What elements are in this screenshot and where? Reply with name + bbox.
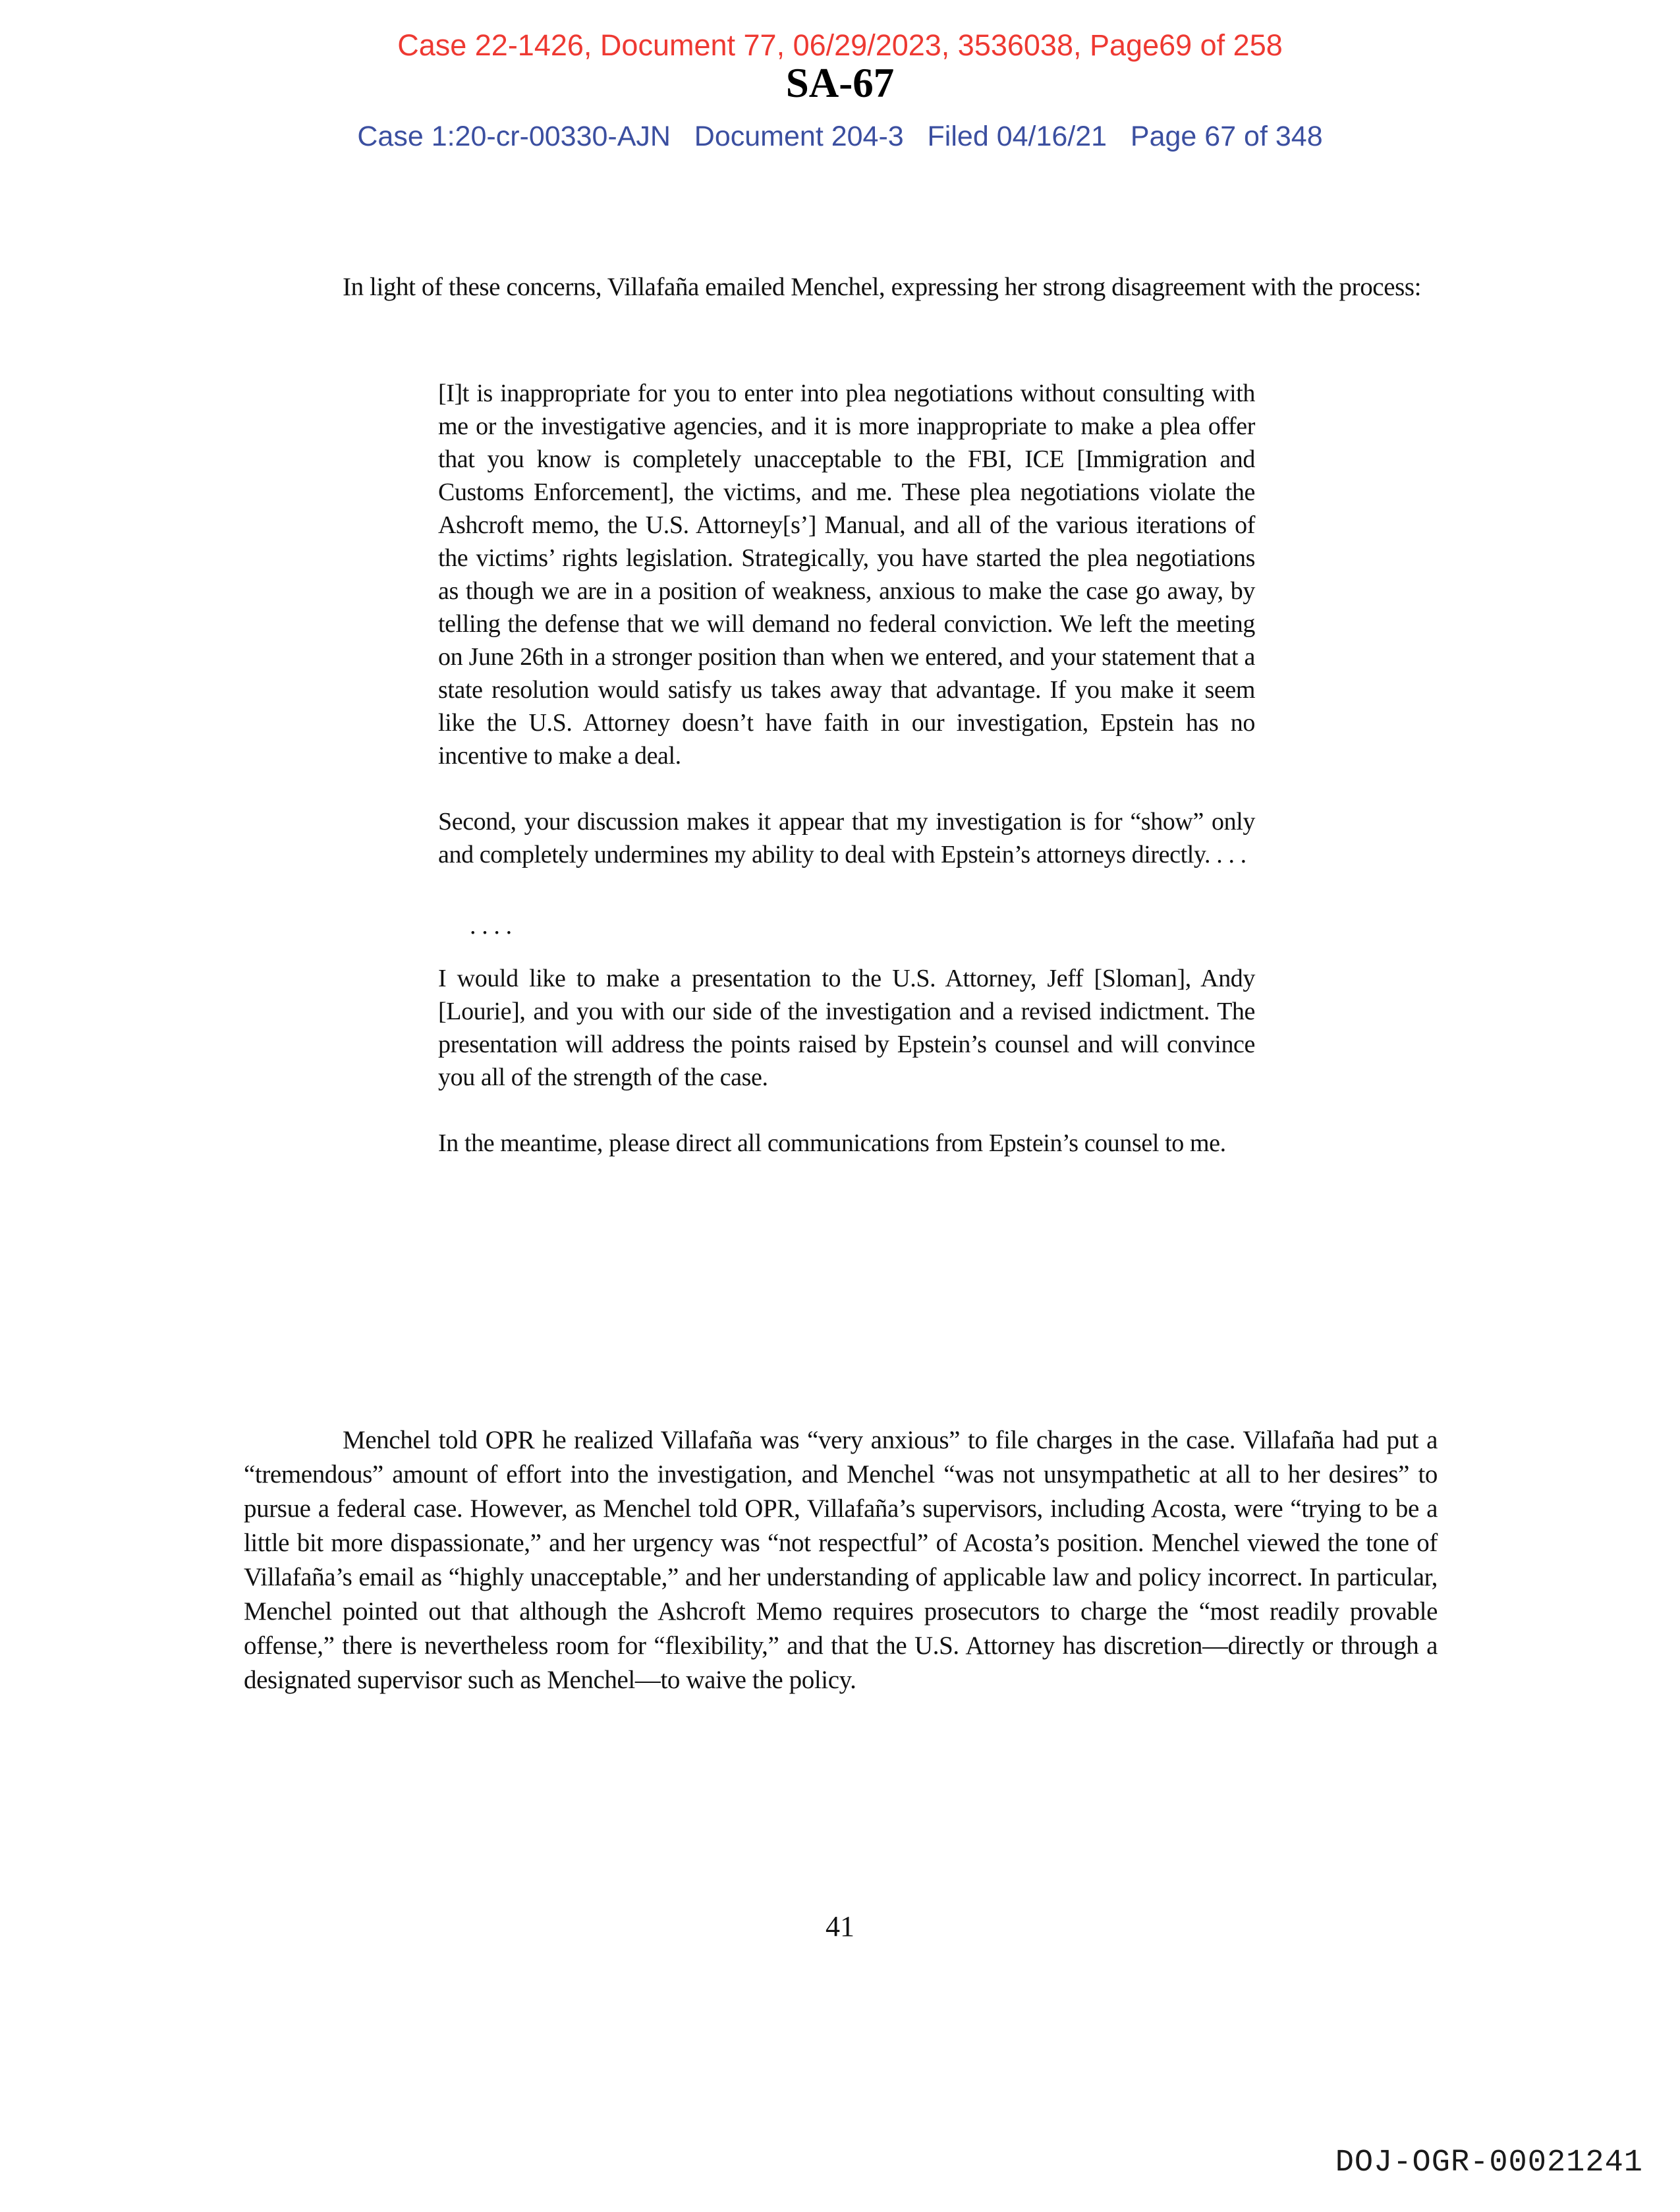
appellate-case-stamp: Case 22-1426, Document 77, 06/29/2023, 3536038, Page69 of 258: [397, 28, 1283, 62]
quote-paragraph-4: In the meantime, please direct all communications from Epstein’s counsel to me.: [438, 1129, 1226, 1157]
appendix-page-label: SA-67: [785, 60, 895, 106]
quote-paragraph-2: Second, your discussion makes it appear that my investigation is for “show” only and completely undermines my ability to deal with Epstein’s attorneys directly. . . .: [438, 808, 1255, 868]
district-court-ecf-stamp: Case 1:20-cr-00330-AJN Document 204-3 Filed 04/16/21 Page 67 of 348: [357, 121, 1323, 152]
quote-ellipsis-line: . . . .: [470, 912, 512, 940]
bates-number: DOJ-OGR-00021241: [1335, 2145, 1643, 2180]
email-blockquote: [438, 377, 1255, 1193]
closing-paragraph: Menchel told OPR he realized Villafaña was “very anxious” to file charges in the case. Villafaña had put a “tremendous” amount of effort into the investigation, and Menchel “was not unsympathetic at all to her desires” to pursue a federal case. However, as Menchel told OPR, Villafaña’s supervisors, including Acosta, were “trying to be a little bit more dispassionate,” and her urgency was “not respectful” of Acosta’s position. Menchel viewed the tone of Villafaña’s email as “highly unacceptable,” and her understanding of applicable law and policy incorrect. In particular, Menchel pointed out that although the Ashcroft Memo requires prosecutors to charge the “most readily provable offense,” there is nevertheless room for “flexibility,” and that the U.S. Attorney has discretion—directly or through a designated supervisor such as Menchel—to waive the policy.: [244, 1426, 1438, 1694]
quote-paragraph-3: I would like to make a presentation to the U.S. Attorney, Jeff [Sloman], Andy [Lourie], and you with our side of the investigation and a revised indictment. The presentation will address the points raised by Epstein’s counsel and will convince you all of the strength of the case.: [438, 965, 1255, 1091]
page-number: 41: [826, 1910, 854, 1943]
quote-paragraph-1: [I]t is inappropriate for you to enter into plea negotiations without consulting with me or the investigative agencies, and it is more inappropriate to make a plea offer that you know is completely unacceptable to the FBI, ICE [Immigration and Customs Enforcement], the victims, and me. These plea negotiations violate the Ashcroft memo, the U.S. Attorney[s’] Manual, and all of the various iterations of the victims’ rights legislation. Strategically, you have started the plea negotiations as though we are in a position of weakness, anxious to make the case go away, by telling the defense that we will demand no federal conviction. We left the meeting on June 26th in a stronger position than when we entered, and your statement that a state resolution would satisfy us takes away that advantage. If you make it seem like the U.S. Attorney doesn’t have faith in our investigation, Epstein has no incentive to make a deal.: [438, 380, 1255, 770]
intro-paragraph: In light of these concerns, Villafaña emailed Menchel, expressing her strong disagreement with the process:: [343, 273, 1422, 301]
